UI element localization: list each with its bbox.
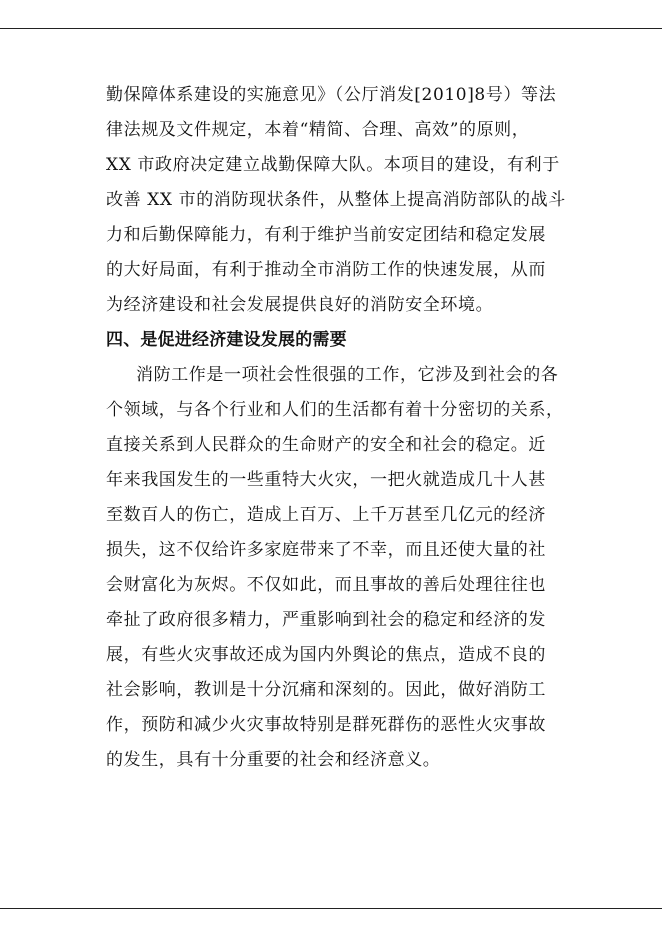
text-line: 力和后勤保障能力，有利于维护当前安定团结和稳定发展 [106, 225, 546, 245]
text-line: 社会影响，教训是十分沉痛和深刻的。因此，做好消防工 [106, 680, 546, 700]
text-line: 直接关系到人民群众的生命财产的安全和社会的稳定。近 [106, 435, 546, 455]
text-line: 的发生，具有十分重要的社会和经济意义。 [106, 750, 441, 770]
text-line: 为经济建设和社会发展提供良好的消防安全环境。 [106, 295, 494, 315]
text-line: 年来我国发生的一些重特大火灾，一把火就造成几十人甚 [106, 470, 546, 490]
text-line: 损失，这不仅给许多家庭带来了不幸，而且还使大量的社 [106, 540, 546, 560]
text-line: 消防工作是一项社会性很强的工作，它涉及到社会的各 [136, 365, 559, 385]
text-line: XX 市政府决定建立战勤保障大队。本项目的建设，有利于 [106, 155, 560, 175]
section-heading: 四、是促进经济建设发展的需要 [106, 330, 347, 350]
text-line: 展，有些火灾事故还成为国内外舆论的焦点，造成不良的 [106, 645, 546, 665]
text-line: 牵扯了政府很多精力，严重影响到社会的稳定和经济的发 [106, 610, 546, 630]
header-rule [0, 28, 662, 29]
footer-rule [0, 908, 662, 909]
text-line: 的大好局面，有利于推动全市消防工作的快速发展，从而 [106, 260, 546, 280]
text-line: 律法规及文件规定，本着“精简、合理、高效”的原则， [106, 120, 530, 140]
text-line: 勤保障体系建设的实施意见》（公厅消发[2010]8号）等法 [106, 85, 557, 105]
document-body [106, 78, 566, 778]
text-line: 个领域，与各个行业和人们的生活都有着十分密切的关系， [106, 400, 564, 420]
text-line: 作，预防和减少火灾事故特别是群死群伤的恶性火灾事故 [106, 715, 546, 735]
text-line: 至数百人的伤亡，造成上百万、上千万甚至几亿元的经济 [106, 505, 546, 525]
paragraph-economic-need [106, 358, 566, 778]
text-line: 改善 XX 市的消防现状条件，从整体上提高消防部队的战斗 [106, 190, 566, 210]
paragraph-continuation [106, 78, 566, 323]
text-line: 会财富化为灰烬。不仅如此，而且事故的善后处理往往也 [106, 575, 546, 595]
